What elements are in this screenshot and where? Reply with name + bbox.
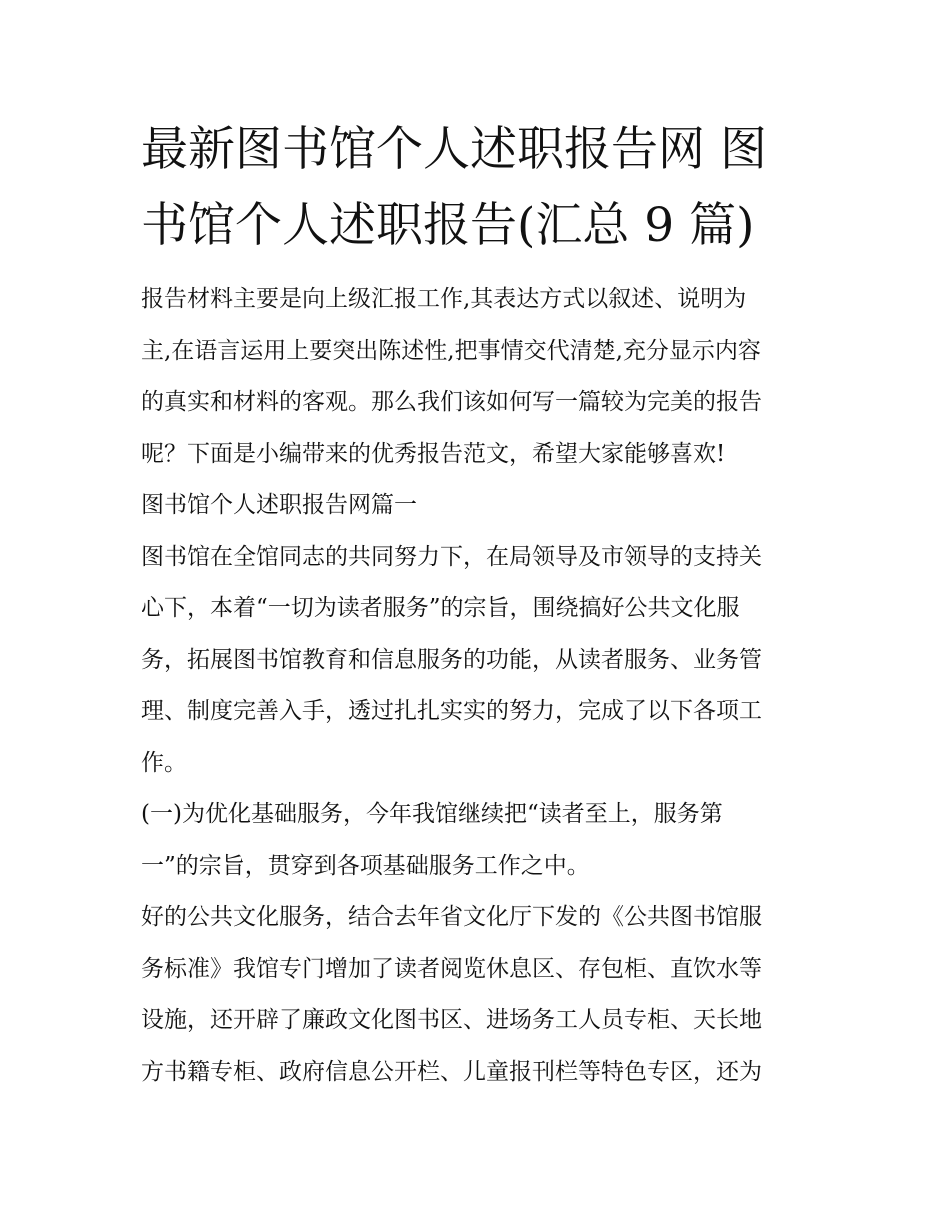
text-line: 方书籍专柜、政府信息公开栏、儿童报刊栏等特色专区，还为 <box>141 1058 762 1085</box>
text-line: 设施，还开辟了廉政文化图书区、进场务工人员专柜、天长地 <box>141 1007 762 1033</box>
body-paragraph-2 <box>141 789 821 892</box>
text-line: 主,在语言运用上要突出陈述性,把事情交代清楚,充分显示内容 <box>141 337 761 364</box>
text-line: 呢？下面是小编带来的优秀报告范文，希望大家能够喜欢! <box>141 440 726 467</box>
text-line: 图书馆在全馆同志的共同努力下，在局领导及市领导的支持关 <box>141 543 762 570</box>
body-paragraph-3 <box>141 892 821 1098</box>
text-line: 务，拓展图书馆教育和信息服务的功能，从读者服务、业务管 <box>141 646 762 673</box>
document-page <box>141 112 821 1098</box>
text-line: 一”的宗旨，贯穿到各项基础服务工作之中。 <box>141 852 590 879</box>
document-title <box>141 112 821 264</box>
intro-paragraph <box>141 274 821 480</box>
text-line: 的真实和材料的客观。那么我们该如何写一篇较为完美的报告 <box>141 389 762 415</box>
text-line: 务标准》我馆专门增加了读者阅览休息区、存包柜、直饮水等 <box>141 955 762 982</box>
body-paragraph-1 <box>141 532 821 790</box>
title-line: 书馆个人述职报告(汇总 9 篇) <box>141 198 755 253</box>
text-line: 作。 <box>141 749 187 776</box>
text-line: 报告材料主要是向上级汇报工作,其表达方式以叙述、说明为 <box>141 286 747 312</box>
title-line: 最新图书馆个人述职报告网 图 <box>141 122 767 177</box>
text-line: 理、制度完善入手，透过扎扎实实的努力，完成了以下各项工 <box>141 698 762 724</box>
section-heading-text: 图书馆个人述职报告网篇一 <box>141 492 417 518</box>
section-heading <box>141 480 821 532</box>
text-line: 心下，本着“一切为读者服务”的宗旨，围绕搞好公共文化服 <box>141 595 740 621</box>
text-line: (一)为优化基础服务，今年我馆继续把“读者至上，服务第 <box>141 801 723 827</box>
text-line: 好的公共文化服务，结合去年省文化厅下发的《公共图书馆服 <box>141 904 762 930</box>
